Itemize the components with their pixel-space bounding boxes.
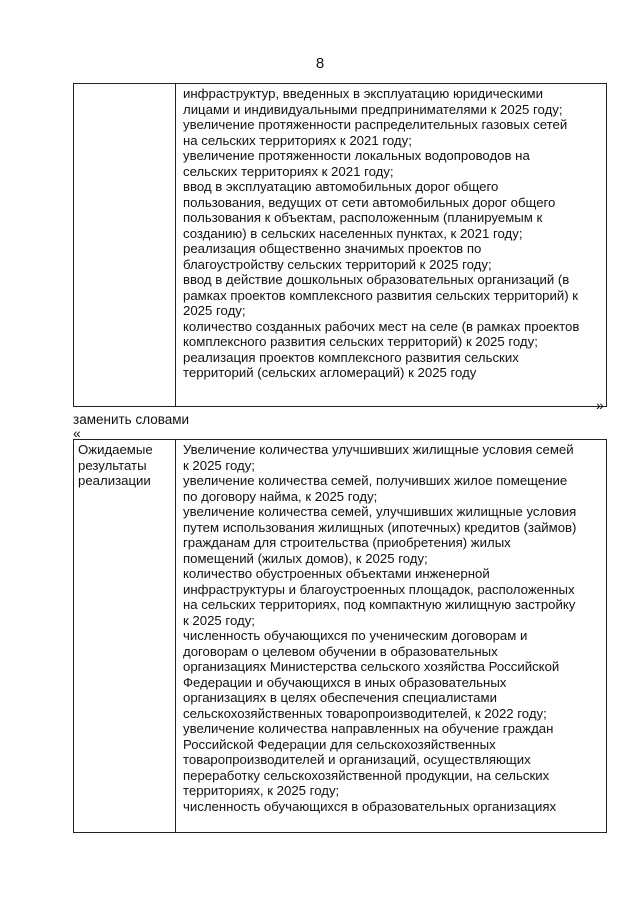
table-row bbox=[74, 440, 607, 833]
text-line: Федерации и обучающихся в иных образовательных bbox=[183, 674, 507, 690]
text-line: инфраструктуры и благоустроенных площадок, расположенных bbox=[183, 581, 575, 597]
text-line: помещений (жилых домов), к 2025 году; bbox=[183, 550, 428, 566]
text-line: договорам о целевом обучении в образовательных bbox=[183, 643, 498, 659]
text-line: увеличение количества направленных на обучение граждан bbox=[183, 721, 554, 736]
row-content-cell bbox=[176, 440, 607, 833]
text-line: Ожидаемые bbox=[78, 442, 153, 457]
text-line: количество обустроенных объектами инженерной bbox=[183, 566, 490, 581]
text-line: Увеличение количества улучшивших жилищные условия семей bbox=[183, 442, 574, 457]
text-line: увеличение протяженности локальных водопроводов на bbox=[183, 148, 530, 163]
text-line: пользования к объектам, расположенным (планируемым к bbox=[183, 210, 543, 225]
text-line: по договору найма, к 2025 году; bbox=[183, 488, 378, 504]
page-number: 8 bbox=[315, 55, 325, 72]
text-line: увеличение количества семей, получивших жилое помещение bbox=[183, 473, 568, 488]
table-row bbox=[74, 84, 607, 407]
text-line: товаропроизводителей и организаций, осуществляющих bbox=[183, 752, 531, 767]
opening-quote: « bbox=[73, 425, 81, 441]
text-line: реализация проектов комплексного развития сельских bbox=[183, 349, 519, 365]
text-line: созданию) в сельских населенных пунктах, к 2021 году; bbox=[183, 225, 523, 241]
text-line: 2025 году; bbox=[183, 303, 246, 318]
text-line: увеличение протяженности распределительных газовых сетей bbox=[183, 117, 568, 132]
text-line: сельскохозяйственных товаропроизводителей, к 2022 году; bbox=[183, 705, 547, 721]
text-line: к 2025 году; bbox=[183, 612, 255, 628]
text-line: путем использования жилищных (ипотечных) кредитов (займов) bbox=[183, 519, 577, 535]
replacement-text-table bbox=[73, 439, 607, 833]
text-line: к 2025 году; bbox=[183, 457, 255, 473]
replace-instruction: заменить словами bbox=[73, 412, 190, 427]
text-line: территорий (сельских агломераций) к 2025 году bbox=[183, 365, 477, 380]
text-line: на сельских территориях к 2021 году; bbox=[183, 132, 412, 148]
row-label-cell bbox=[74, 440, 176, 833]
text-line: инфраструктур, введенных в эксплуатацию юридическими bbox=[183, 86, 543, 101]
text-line: организациях Министерства сельского хозяйства Российской bbox=[183, 659, 560, 674]
row-content-cell bbox=[176, 84, 607, 407]
text-line: реализация общественно значимых проектов по bbox=[183, 241, 482, 256]
text-line: увеличение количества семей, улучшивших жилищные условия bbox=[183, 504, 577, 519]
text-line: лицами и индивидуальными предпринимателями к 2025 году; bbox=[183, 101, 563, 117]
text-line: на сельских территориях, под компактную жилищную застройку bbox=[183, 597, 576, 612]
text-line: реализации bbox=[78, 473, 151, 488]
amended-text-table bbox=[73, 83, 607, 407]
text-line: гражданам для строительства (приобретения) жилых bbox=[183, 535, 511, 550]
text-line: территориях, к 2025 году; bbox=[183, 783, 340, 798]
text-line: благоустройству сельских территорий к 2025 году; bbox=[183, 256, 492, 272]
text-line: численность обучающихся по ученическим договорам и bbox=[183, 628, 528, 643]
text-line: количество созданных рабочих мест на селе (в рамках проектов bbox=[183, 318, 580, 334]
text-line: пользования, ведущих от сети автомобильных дорог общего bbox=[183, 194, 556, 210]
text-line: Российской Федерации для сельскохозяйственных bbox=[183, 736, 496, 752]
text-line: численность обучающихся в образовательных организациях bbox=[183, 798, 557, 814]
closing-quote: » bbox=[596, 397, 604, 413]
row-label-cell bbox=[74, 84, 176, 407]
text-line: ввод в эксплуатацию автомобильных дорог общего bbox=[183, 179, 499, 194]
text-line: сельских территориях к 2021 году; bbox=[183, 163, 394, 179]
text-line: результаты bbox=[78, 457, 147, 473]
text-line: ввод в действие дошкольных образовательных организаций (в bbox=[183, 272, 570, 287]
text-line: переработку сельскохозяйственной продукции, на сельских bbox=[183, 767, 550, 783]
text-line: организациях в целях обеспечения специалистами bbox=[183, 690, 497, 705]
text-line: рамках проектов комплексного развития сельских территорий) к bbox=[183, 287, 579, 303]
text-line: комплексного развития сельских территорий) к 2025 году; bbox=[183, 334, 538, 349]
